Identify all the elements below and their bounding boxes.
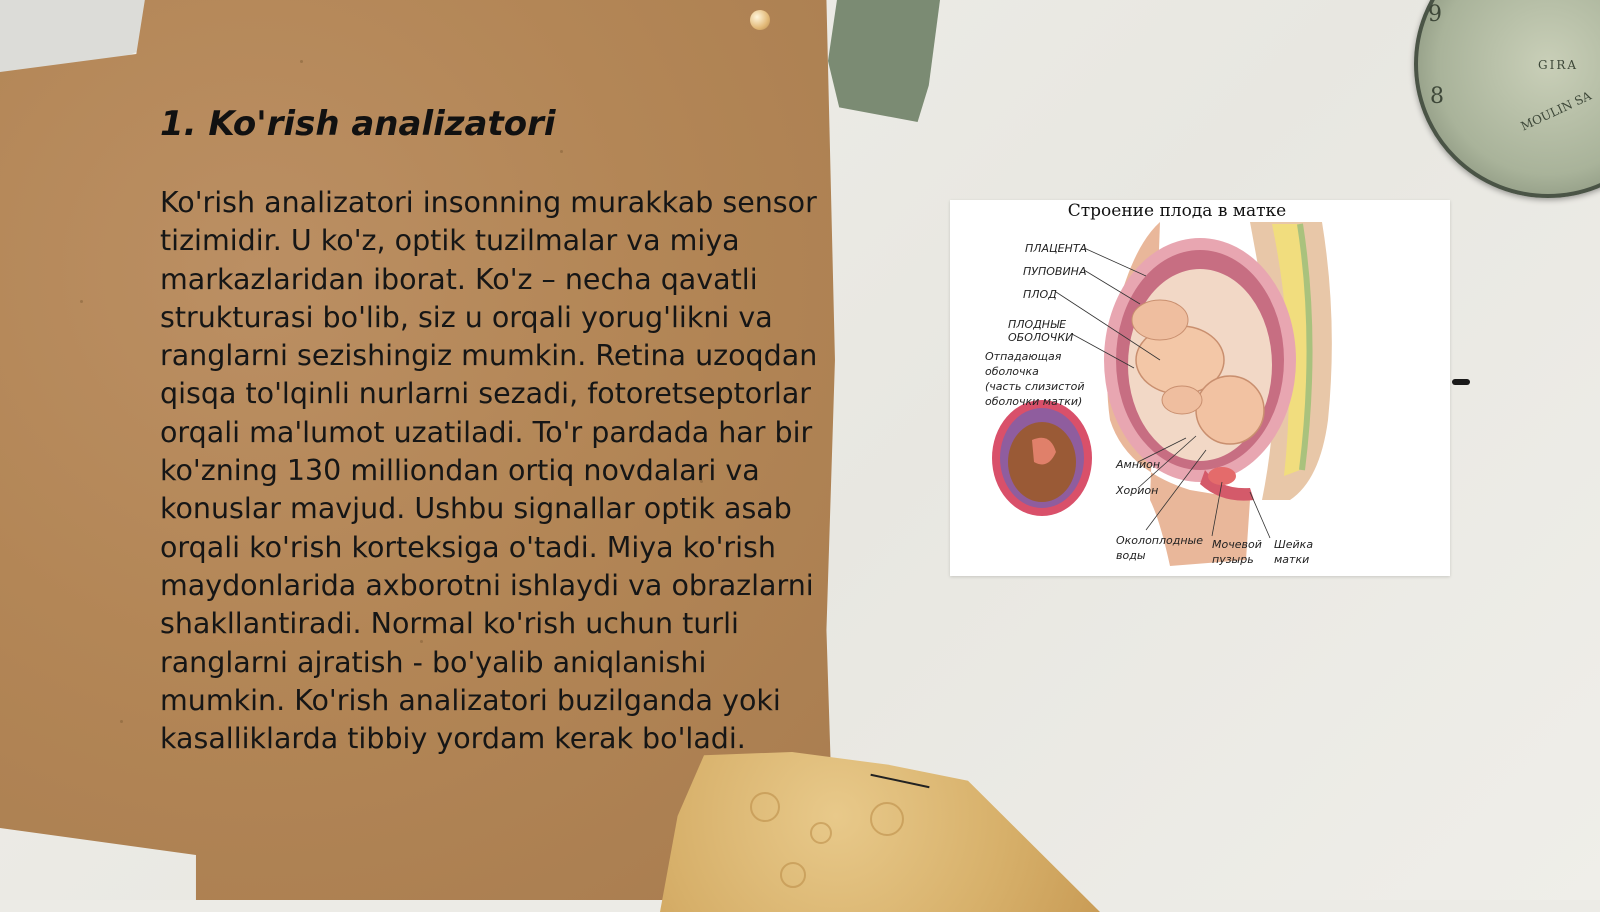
label-decidua-4: оболочки матки) — [985, 395, 1083, 408]
clock-numeral: 9 — [1428, 2, 1442, 27]
label-decidua: Отпадающая — [985, 350, 1062, 363]
fetus-limb — [1132, 300, 1188, 340]
clock-brand-sub: MOULIN SA — [1518, 88, 1594, 134]
label-bladder-2: пузырь — [1212, 553, 1254, 566]
label-bladder: Мочевой — [1212, 538, 1262, 551]
label-membranes: ПЛОДНЫЕ — [1008, 318, 1067, 331]
fetus-in-uterus-figure — [950, 200, 1450, 576]
label-cervix: Шейка — [1274, 538, 1314, 551]
figure-title: Строение плода в матке — [1067, 201, 1287, 221]
label-decidua-3: (часть слизистой — [985, 380, 1085, 393]
label-chorion: Хорион — [1116, 484, 1159, 497]
anatomy-illustration — [950, 200, 1450, 576]
label-cervix-2: матки — [1274, 553, 1310, 566]
label-decidua-2: оболочка — [985, 365, 1039, 378]
clock-numeral: 8 — [1430, 84, 1444, 109]
label-amniotic-fluid: Околоплодные — [1116, 534, 1203, 547]
label-amniotic-fluid-2: воды — [1116, 549, 1146, 562]
slide-body-text: Ko'rish analizatori insonning murakkab sensor tizimidir. U ko'z, optik tuzilmalar va miya markazlaridan iborat. Ko'z – necha qavatli strukturasi bo'lib, siz u orqali yorug'likni va ranglarni sezishingiz mumkin. Retina uzoqdan qisqa to'lqinli nurlarni sezadi, fotoretseptorlar orqali ma'lumot uzatiladi. To'r pardada har bir ko'zning 130 milliondan ortiq novdalari va konuslar mavjud. Ushbu signallar optik asab orqali ko'rish korteksiga o'tadi. Miya ko'rish maydonlarida axborotni ishlaydi va obrazlarni shakllantiradi. Normal ko'rish uchun turli ranglarni ajratish - bo'yalib aniqlanishi mumkin. Ko'rish analizatori buzilganda yoki kasalliklarda tibbiy yordam kerak bo'ladi. — [160, 186, 818, 756]
slide-title: 1. Ko'rish analizatori — [160, 104, 556, 144]
label-cord: ПУПОВИНА — [1023, 265, 1087, 278]
clock-brand: GIRA — [1538, 58, 1579, 72]
label-membranes-2: ОБОЛОЧКИ — [1008, 331, 1074, 344]
push-pin — [750, 10, 770, 30]
fetus-arm — [1162, 386, 1202, 414]
fetus-head — [1196, 376, 1264, 444]
label-fetus: ПЛОД — [1023, 288, 1057, 301]
ink-dash — [1452, 379, 1470, 385]
label-amnion: Амнион — [1116, 458, 1161, 471]
label-placenta: ПЛАЦЕНТА — [1025, 242, 1088, 255]
